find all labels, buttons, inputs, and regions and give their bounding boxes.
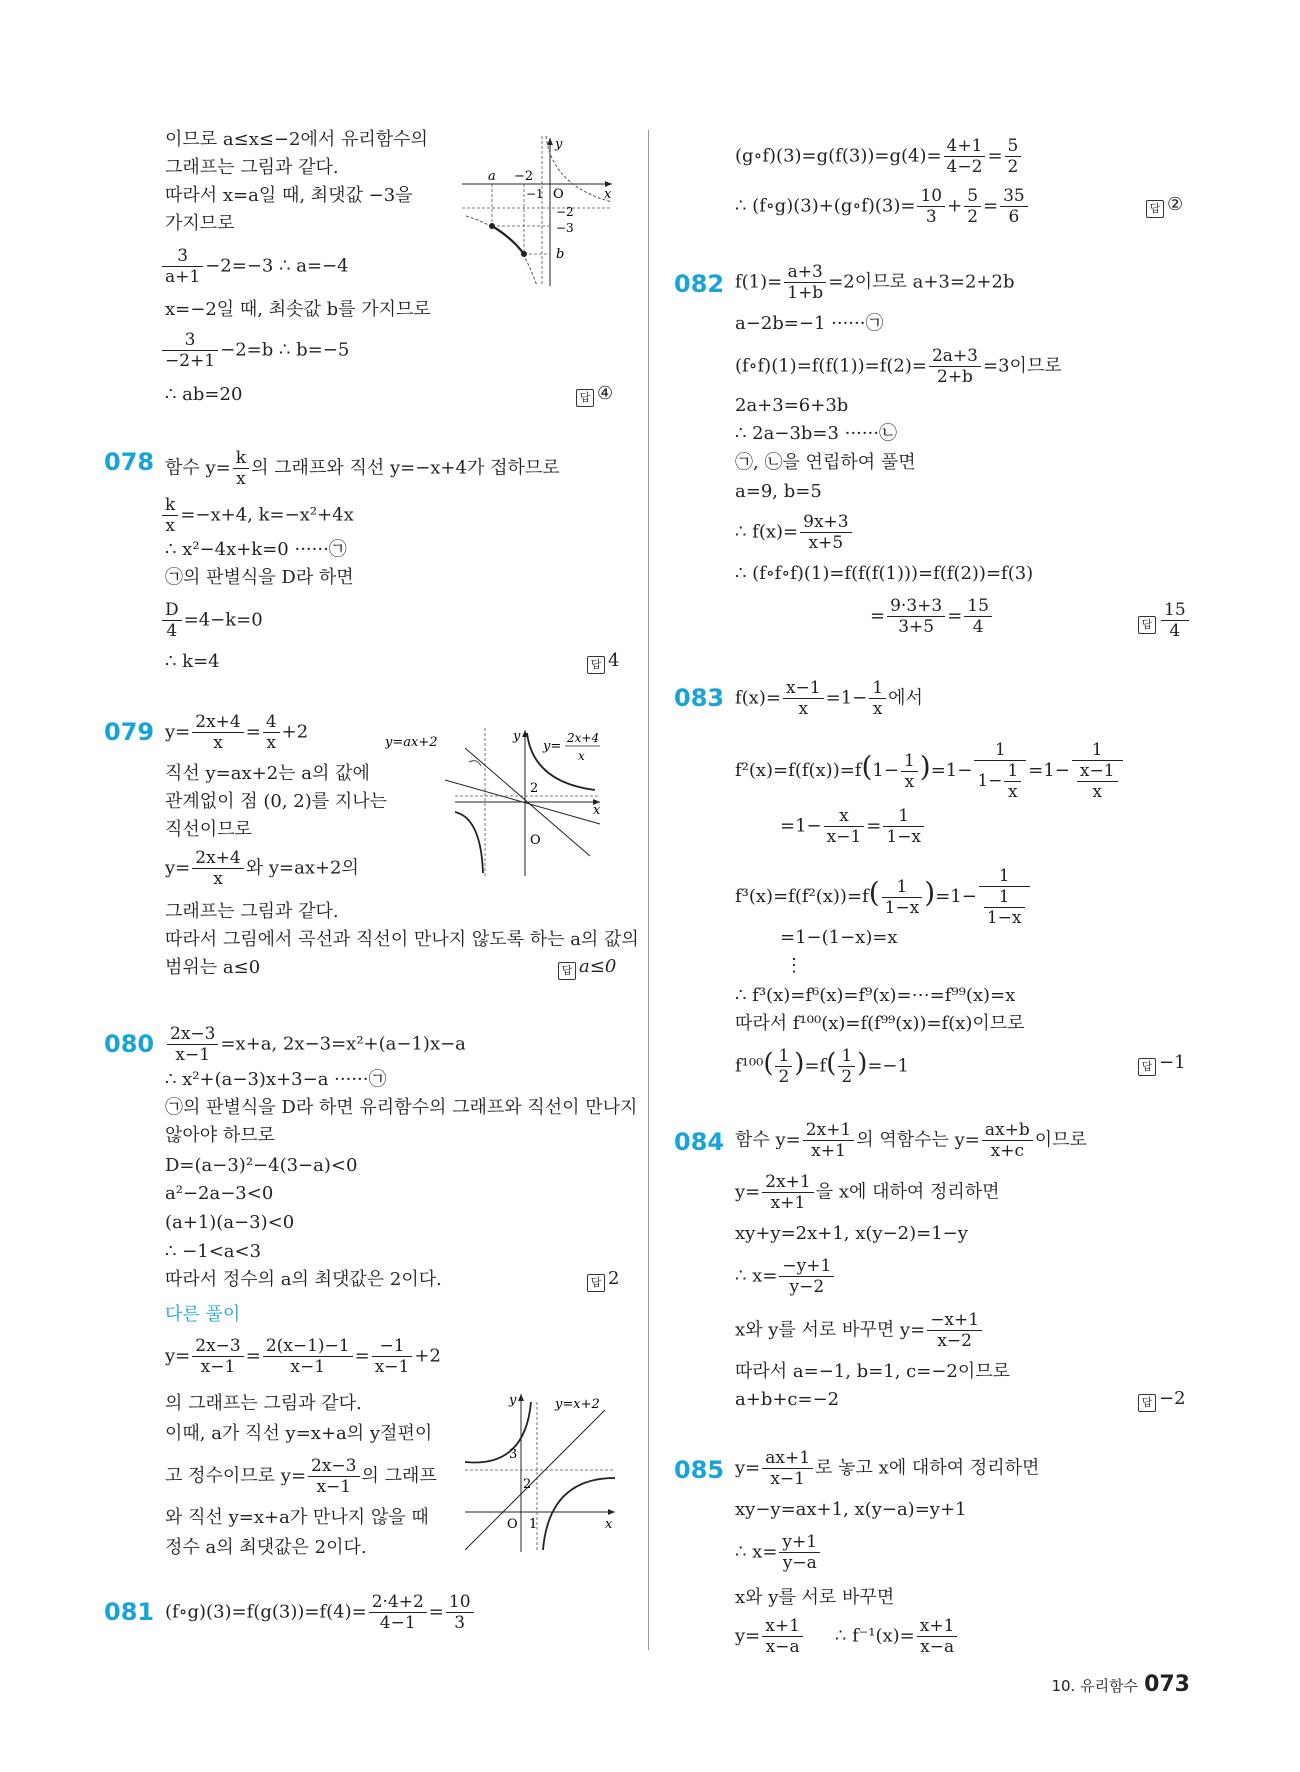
- p079-line8: 범위는 a≤0: [165, 957, 261, 978]
- p083-line6: ⋮: [785, 955, 803, 976]
- p078-line3: ∴ x²−4x+k=0 ······㉠: [165, 539, 347, 560]
- graph-label: x: [605, 1517, 613, 1532]
- fraction: $\frac{2\cdot 4+2}{4-1}$: [369, 1592, 427, 1633]
- fraction: $\frac{2x-3}{x-1}$: [308, 1456, 359, 1497]
- p077-line6: x=−2일 때, 최솟값 b를 가지므로: [165, 299, 431, 320]
- p083-line1: f(x)= $\frac{x-1}{x}$ =1− $\frac{1}{x}$ 에서: [735, 678, 923, 719]
- fraction: $\frac{10}{3}$: [446, 1592, 474, 1633]
- p082-line4: 2a+3=6+3b: [735, 395, 849, 416]
- answer-mark-icon: 답: [587, 1274, 605, 1292]
- fraction: $\frac{3}{a+1}$: [162, 246, 203, 287]
- p082-line9: ∴ (f∘f∘f)(1)=f(f(f(1)))=f(f(2))=f(3): [735, 563, 1034, 584]
- p079-line6: 그래프는 그림과 같다.: [165, 901, 339, 922]
- fraction: $\frac{1}{x}$: [901, 751, 918, 792]
- p080-line9: 따라서 정수의 a의 최댓값은 2이다.: [165, 1269, 442, 1290]
- graph-label: x: [604, 187, 612, 202]
- p080-line4: 않아야 하므로: [165, 1125, 276, 1146]
- graph-label: 2: [523, 1477, 532, 1492]
- fraction: $\frac{k}{x}$: [162, 495, 178, 536]
- fraction: $\frac{a+3}{1+b}$: [784, 262, 826, 303]
- p077-line1: 이므로 a≤x≤−2에서 유리함수의: [165, 129, 428, 150]
- page-number: 073: [1144, 1672, 1190, 1697]
- p082-line10: = $\frac{9\cdot 3+3}{3+5}$ = $\frac{15}{4}$: [870, 596, 994, 637]
- p082-line5: ∴ 2a−3b=3 ······㉡: [735, 423, 897, 444]
- p083-line2: f²(x)=f(f(x))=f(1− $\frac{1}{x}$ )=1− 1 1− $\frac{1}{x}$ =1− $\frac{1}{\frac{x-1}{x}}$: [735, 740, 1125, 802]
- graph-label: 1: [529, 1517, 538, 1532]
- p080-line7: (a+1)(a−3)<0: [165, 1212, 295, 1233]
- graph-label: a: [488, 169, 496, 184]
- p079-line3: 관계없이 점 (0, 2)를 지나는: [165, 791, 388, 812]
- p080-line2: ∴ x²+(a−3)x+3−a ······㉠: [165, 1069, 387, 1090]
- p085-line3: ∴ x= $\frac{y+1}{y-a}$: [735, 1532, 822, 1573]
- graph-label: 2: [530, 781, 539, 796]
- p081-answer: 답 ②: [1146, 194, 1183, 218]
- fraction: $\frac{4}{x}$: [263, 712, 280, 753]
- p082-line8: ∴ f(x)= $\frac{9x+3}{x+5}$: [735, 512, 854, 553]
- graph-label: −1: [526, 187, 544, 201]
- graph-label: −3: [556, 221, 574, 235]
- fraction: $\frac{10}{3}$: [917, 186, 945, 227]
- p077-line2: 그래프는 그림과 같다.: [165, 157, 339, 178]
- p082-line1: f(1)= $\frac{a+3}{1+b}$ =2이므로 a+3=2+2b: [735, 262, 1015, 303]
- p080-line3: ㉠의 판별식을 D라 하면 유리함수의 그래프와 직선이 만나지: [165, 1097, 638, 1118]
- fraction: $\frac{2x-3}{x-1}$: [192, 1336, 243, 1377]
- p079-line2: 직선 y=ax+2는 a의 값에: [165, 763, 370, 784]
- graph-label: y=ax+2: [385, 735, 438, 750]
- fraction: $\frac{1}{1-x}$: [984, 887, 1025, 928]
- p078-answer: 답 4: [587, 650, 619, 674]
- p080-line5: D=(a−3)²−4(3−a)<0: [165, 1155, 358, 1176]
- p078-line5: $\frac{D}{4}$ =4−k=0: [160, 600, 263, 641]
- p084-line7: a+b+c=−2: [735, 1389, 840, 1410]
- p083-line5: =1−(1−x)=x: [780, 927, 898, 948]
- column-divider: [648, 130, 649, 1650]
- p080-line6: a²−2a−3<0: [165, 1183, 274, 1204]
- fraction: $\frac{1}{2}$: [775, 1046, 792, 1087]
- p079-answer: 답 a≤0: [558, 956, 616, 980]
- p081-right-line2: ∴ (f∘g)(3)+(g∘f)(3)= $\frac{10}{3}$ + $\frac{5}{2}$ = $\frac{35}{6}$: [735, 186, 1030, 227]
- p083-line4: f³(x)=f(f²(x))=f( $\frac{1}{1-x}$ )=1− $\frac{1}{\frac{1}{1-x}}$: [735, 866, 1032, 928]
- fraction: $\frac{-x+1}{x-2}$: [927, 1310, 982, 1351]
- graph-label: O: [530, 833, 541, 848]
- graph-label: O: [553, 187, 564, 202]
- p077-line4: 가지므로: [165, 213, 235, 234]
- graph-label: 2x+4: [567, 731, 600, 745]
- p084-line6: 따라서 a=−1, b=1, c=−2이므로: [735, 1361, 1011, 1382]
- fraction: 1 1− $\frac{1}{x}$: [974, 740, 1026, 802]
- answer-mark-icon: 답: [1138, 1394, 1156, 1412]
- graph-label: y=x+2: [555, 1397, 600, 1412]
- p080-alt-line2: 의 그래프는 그림과 같다.: [165, 1393, 362, 1414]
- answer-mark-icon: 답: [576, 389, 594, 407]
- p083-line7: ∴ f³(x)=f⁶(x)=f⁹(x)=⋯=f⁹⁹(x)=x: [735, 985, 1016, 1006]
- p084-line2: y= $\frac{2x+1}{x+1}$ 을 x에 대하여 정리하면: [735, 1172, 1000, 1213]
- p083-line9: f¹⁰⁰( $\frac{1}{2}$ )=f( $\frac{1}{2}$ )=−1: [735, 1046, 909, 1087]
- fraction: $\frac{x-1}{x}$: [783, 678, 824, 719]
- p081-left-line1: (f∘g)(3)=f(g(3))=f(4)= $\frac{2\cdot 4+2}{4-1}$ = $\frac{10}{3}$: [165, 1592, 476, 1633]
- fraction: $\frac{1}{\frac{1}{1-x}}$: [979, 866, 1030, 928]
- fraction: $\frac{1}{2}$: [838, 1046, 855, 1087]
- problem-number: 084: [674, 1128, 725, 1156]
- problem-number: 085: [674, 1456, 725, 1484]
- graph-label: y: [509, 1393, 517, 1408]
- p083-answer: 답 −1: [1138, 1052, 1186, 1076]
- p079-graph: [385, 728, 625, 878]
- fraction: $\frac{1}{\frac{x-1}{x}}$: [1072, 740, 1123, 802]
- p077-graph: [462, 136, 622, 286]
- p082-line7: a=9, b=5: [735, 481, 822, 502]
- fraction: $\frac{x}{x-1}$: [824, 806, 865, 847]
- p082-line6: ㉠, ㉡을 연립하여 풀면: [735, 452, 916, 473]
- answer-mark-icon: 답: [1146, 200, 1164, 218]
- p084-line4: ∴ x= $\frac{-y+1}{y-2}$: [735, 1256, 836, 1297]
- p079-line5: y= $\frac{2x+4}{x}$ 와 y=ax+2의: [165, 848, 359, 889]
- fraction: $\frac{1}{x}$: [869, 678, 886, 719]
- p079-line1: y= $\frac{2x+4}{x}$ = $\frac{4}{x}$ +2: [165, 712, 309, 753]
- fraction: $\frac{1}{1-x}$: [882, 877, 923, 918]
- fraction: $\frac{1}{x}$: [1004, 761, 1021, 802]
- fraction: $\frac{-1}{x-1}$: [372, 1336, 413, 1377]
- p080-alt-line5: 와 직선 y=x+a가 만나지 않을 때: [165, 1507, 429, 1528]
- fraction: $\frac{1}{1-x}$: [883, 806, 924, 847]
- fraction: $\frac{D}{4}$: [162, 600, 182, 641]
- p082-line2: a−2b=−1 ······㉠: [735, 313, 884, 334]
- graph-label: x: [593, 803, 601, 818]
- fraction: $\frac{2x+1}{x+1}$: [803, 1120, 854, 1161]
- alt-solution-title: 다른 풀이: [165, 1304, 241, 1325]
- fraction: $\frac{15}{4}$: [1161, 600, 1189, 641]
- p077-line8: ∴ ab=20: [165, 384, 243, 405]
- fraction: $\frac{ax+b}{x+c}$: [982, 1120, 1033, 1161]
- p084-line5: x와 y를 서로 바꾸면 y= $\frac{-x+1}{x-2}$: [735, 1310, 984, 1351]
- p077-line5: $\frac{3}{a+1}$ −2=−3 ∴ a=−4: [160, 246, 349, 287]
- fraction: $\frac{2x+4}{x}$: [192, 848, 243, 889]
- fraction: $\frac{2x+4}{x}$: [192, 712, 243, 753]
- chapter-label: 10. 유리함수: [1051, 1677, 1139, 1695]
- problem-number: 078: [104, 448, 155, 476]
- fraction: $\frac{2x+1}{x+1}$: [762, 1172, 813, 1213]
- problem-number: 080: [104, 1030, 155, 1058]
- p083-line3: =1− $\frac{x}{x-1}$ = $\frac{1}{1-x}$: [780, 806, 926, 847]
- fraction: $\frac{9\cdot 3+3}{3+5}$: [887, 596, 945, 637]
- p083-line8: 따라서 f¹⁰⁰(x)=f(f⁹⁹(x))=f(x)이므로: [735, 1013, 1025, 1034]
- fraction: $\frac{5}{2}$: [964, 186, 981, 227]
- page-footer: [1051, 1672, 1190, 1697]
- answer-mark-icon: 답: [587, 656, 605, 674]
- p078-line4: ㉠의 판별식을 D라 하면: [165, 567, 354, 588]
- problem-number: 083: [674, 684, 725, 712]
- fraction: $\frac{2x-3}{x-1}$: [167, 1024, 218, 1065]
- graph-label: −2: [514, 169, 534, 184]
- graph-label: x: [578, 749, 585, 763]
- p080-line8: ∴ −1<a<3: [165, 1241, 262, 1262]
- p081-right-line1: (g∘f)(3)=g(f(3))=g(4)= $\frac{4+1}{4-2}$ = $\frac{5}{2}$: [735, 136, 1023, 177]
- p079-line7: 따라서 그림에서 곡선과 직선이 만나지 않도록 하는 a의 값의: [165, 929, 639, 950]
- graph-label: 3: [509, 1447, 518, 1462]
- fraction: $\frac{35}{6}$: [1000, 186, 1028, 227]
- p082-line3: (f∘f)(1)=f(f(1))=f(2)= $\frac{2a+3}{2+b}$ =3이므로: [735, 346, 1062, 387]
- p080-answer: 답 2: [587, 1268, 619, 1292]
- problem-number: 079: [104, 718, 155, 746]
- fraction: $\frac{x+1}{x-a}$: [762, 1616, 803, 1657]
- fraction: $\frac{9x+3}{x+5}$: [800, 512, 851, 553]
- p080-alt-line1: y= $\frac{2x-3}{x-1}$ = $\frac{2(x-1)-1}{x-1}$ = $\frac{-1}{x-1}$ +2: [165, 1336, 441, 1377]
- fraction: $\frac{4+1}{4-2}$: [944, 136, 986, 177]
- p078-line1: 함수 y= $\frac{k}{x}$ 의 그래프와 직선 y=−x+4가 접하므로: [165, 448, 560, 489]
- problem-number: 081: [104, 1598, 155, 1626]
- fraction: $\frac{2(x-1)-1}{x-1}$: [263, 1336, 353, 1377]
- fraction: $\frac{x+1}{x-a}$: [917, 1616, 958, 1657]
- graph-label: y: [555, 137, 563, 152]
- p078-line2: $\frac{k}{x}$ =−x+4, k=−x²+4x: [160, 495, 354, 536]
- p080-alt-line6: 정수 a의 최댓값은 2이다.: [165, 1537, 367, 1558]
- p084-line1: 함수 y= $\frac{2x+1}{x+1}$ 의 역함수는 y= $\frac{ax+b}{x+c}$ 이므로: [735, 1120, 1087, 1161]
- fraction: $\frac{5}{2}$: [1005, 136, 1022, 177]
- answer-mark-icon: 답: [1138, 1058, 1156, 1076]
- p085-line4: x와 y를 서로 바꾸면: [735, 1587, 895, 1608]
- p077-answer: 답 ④: [576, 383, 613, 407]
- fraction: $\frac{x-1}{x}$: [1077, 761, 1118, 802]
- fraction: $\frac{15}{4}$: [964, 596, 992, 637]
- p077-line7: $\frac{3}{-2+1}$ −2=b ∴ b=−5: [160, 330, 349, 371]
- p084-line3: xy+y=2x+1, x(y−2)=1−y: [735, 1223, 968, 1244]
- p080-alt-line4: 고 정수이므로 y= $\frac{2x-3}{x-1}$ 의 그래프: [165, 1456, 437, 1497]
- p085-line2: xy−y=ax+1, x(y−a)=y+1: [735, 1499, 967, 1520]
- graph-label: y: [513, 729, 521, 744]
- p080-line1: $\frac{2x-3}{x-1}$ =x+a, 2x−3=x²+(a−1)x−a: [165, 1024, 466, 1065]
- p085-line1: y= $\frac{ax+1}{x-1}$ 로 놓고 x에 대하여 정리하면: [735, 1448, 1040, 1489]
- problem-number: 082: [674, 270, 725, 298]
- fraction: $\frac{-y+1}{y-2}$: [779, 1256, 834, 1297]
- p085-line5: y= $\frac{x+1}{x-a}$ ∴ f⁻¹(x)= $\frac{x+1}{x-a}$: [735, 1616, 959, 1657]
- p078-line6: ∴ k=4: [165, 651, 220, 672]
- p082-answer: [1138, 600, 1191, 641]
- p080-graph: [465, 1392, 625, 1552]
- fraction: $\frac{ax+1}{x-1}$: [762, 1448, 813, 1489]
- p080-alt-line3: 이때, a가 직선 y=x+a의 y절편이: [165, 1423, 433, 1444]
- graph-label: O: [507, 1517, 518, 1532]
- fraction: $\frac{y+1}{y-a}$: [779, 1532, 820, 1573]
- answer-mark-icon: 답: [1138, 616, 1156, 634]
- fraction: $\frac{2a+3}{2+b}$: [929, 346, 981, 387]
- fraction: $\frac{k}{x}$: [233, 448, 249, 489]
- answer-mark-icon: 답: [558, 962, 576, 980]
- p079-line4: 직선이므로: [165, 819, 252, 840]
- fraction: $\frac{3}{-2+1}$: [162, 330, 218, 371]
- p084-answer: 답 −2: [1138, 1388, 1186, 1412]
- graph-label: b: [556, 247, 565, 262]
- graph-label: y=: [543, 739, 562, 754]
- p077-line3: 따라서 x=a일 때, 최댓값 −3을: [165, 185, 413, 206]
- graph-label: −2: [556, 205, 574, 219]
